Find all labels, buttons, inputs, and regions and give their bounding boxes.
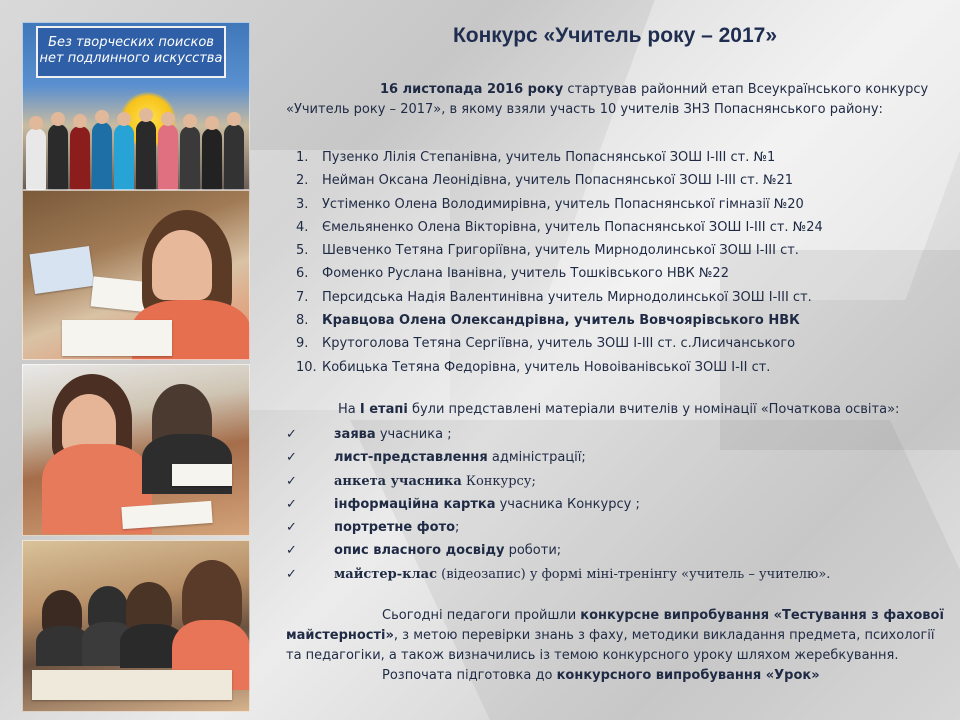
material-list-item (286, 423, 830, 446)
teachers-list (296, 146, 946, 379)
material-description: учасника ; (375, 427, 452, 442)
today-text2: , з метою перевірки знань з фаху, методики викладання предмета, психології та педагогіки, а також визначились із темою конкурсного уроку шляхом жеребкування. (286, 628, 935, 663)
teacher-name: Персидська Надія Валентинівна учитель Мирнодолинської ЗОШ І-ІІІ ст. (322, 289, 812, 305)
teacher-name: Нейман Оксана Леонідівна, учитель Попаснянської ЗОШ І-ІІІ ст. №21 (322, 173, 794, 189)
checkmark-icon: ✓ (286, 473, 297, 489)
material-description: Конкурсу; (461, 473, 536, 489)
started-text: Розпочата підготовка до (382, 668, 557, 683)
teacher-number: 10. (296, 359, 317, 375)
material-description: роботи; (504, 543, 562, 559)
teacher-number: 5. (296, 243, 309, 259)
today-bold: конкурсне випробування «Тестування з фахової майстерності» (286, 608, 944, 643)
teacher-list-item (296, 356, 946, 379)
photo-banner: Без творческих поисков нет подлинного искусства (36, 26, 226, 78)
material-list-item (286, 493, 830, 516)
material-name: лист-представлення (334, 450, 488, 466)
intro-text: стартував районний етап Всеукраїнського конкурсу «Учитель року – 2017», в якому взяли участь 10 учителів ЗНЗ Попаснянського району: (286, 82, 929, 117)
checkmark-icon: ✓ (286, 450, 297, 466)
teacher-number: 8. (296, 313, 309, 329)
teacher-list-item (296, 193, 946, 216)
teacher-list-item (296, 239, 946, 262)
material-name: заява (334, 427, 376, 442)
teacher-list-item (296, 332, 946, 355)
group-photo (22, 22, 250, 190)
material-name: портретне фото (334, 520, 456, 536)
material-list-item (286, 470, 830, 493)
teacher-number: 3. (296, 196, 309, 212)
material-list-item (286, 539, 830, 562)
teachers-in-classroom-photo (22, 540, 250, 712)
teacher-list-item (296, 146, 946, 169)
stage-bold: І етапі (359, 402, 408, 417)
intro-paragraph (286, 80, 946, 120)
material-list-item (286, 563, 830, 586)
material-list-item (286, 516, 830, 539)
material-list-item (286, 446, 830, 469)
teachers-at-desk-photo (22, 364, 250, 536)
teacher-name: Пузенко Лілія Степанівна, учитель Попаснянської ЗОШ І-ІІІ ст. №1 (322, 150, 776, 165)
teacher-name: Кравцова Олена Олександрівна, учитель Вовчоярівського НВК (322, 313, 800, 329)
teacher-name: Ємельяненко Олена Вікторівна, учитель Попаснянської ЗОШ І-ІІІ ст. №24 (322, 219, 823, 235)
checkmark-icon: ✓ (286, 543, 297, 559)
teacher-name: Крутоголова Тетяна Сергіївна, учитель ЗОШ І-ІІІ ст. с.Лисичанського (322, 336, 796, 352)
teacher-number: 7. (296, 289, 309, 305)
material-description: учасника Конкурсу ; (495, 496, 640, 512)
checkmark-icon: ✓ (286, 520, 297, 536)
teacher-number: 6. (296, 266, 309, 282)
teacher-name: Устіменко Олена Володимирівна, учитель Попаснянської гімназії №20 (322, 196, 804, 212)
material-description: ; (455, 520, 460, 536)
teacher-name: Кобицька Тетяна Федорівна, учитель Новоіванівської ЗОШ І-ІІ ст. (322, 359, 771, 375)
stage-text: були представлені матеріали вчителів у номінації «Початкова освіта»: (407, 402, 900, 417)
material-name: анкета учасника (334, 473, 462, 489)
teacher-list-item (296, 286, 946, 309)
checkmark-icon: ✓ (286, 427, 297, 442)
teacher-number: 9. (296, 336, 309, 352)
stage-prefix: На (338, 402, 360, 417)
teacher-number: 2. (296, 173, 309, 189)
today-text1: Сьогодні педагоги пройшли (382, 608, 581, 623)
results-paragraph (286, 606, 946, 686)
material-name: інформаційна картка (334, 496, 496, 512)
stage-paragraph (286, 400, 946, 420)
teacher-list-item (296, 309, 946, 332)
checkmark-icon: ✓ (286, 566, 297, 582)
material-description: адміністрації; (487, 450, 586, 466)
teacher-number: 4. (296, 219, 309, 235)
page-title: Конкурс «Учитель року – 2017» (452, 24, 778, 47)
teacher-list-item (296, 169, 946, 192)
materials-checklist (286, 423, 830, 586)
teacher-number: 1. (296, 150, 309, 165)
started-bold: конкурсного випробування «Урок» (556, 668, 820, 683)
material-description: (відеозапис) у формі міні-тренінгу «учитель – учителю». (436, 566, 831, 582)
teacher-writing-photo (22, 190, 250, 360)
teacher-name: Шевченко Тетяна Григоріївна, учитель Мирнодолинської ЗОШ І-ІІІ ст. (322, 243, 799, 259)
material-name: опис власного досвіду (334, 543, 505, 559)
checkmark-icon: ✓ (286, 496, 297, 512)
intro-date: 16 листопада 2016 року (380, 82, 564, 97)
teacher-list-item (296, 262, 946, 285)
material-name: майстер-клас (334, 566, 437, 582)
teacher-name: Фоменко Руслана Іванівна, учитель Тошківського НВК №22 (322, 266, 729, 282)
teacher-list-item (296, 216, 946, 239)
